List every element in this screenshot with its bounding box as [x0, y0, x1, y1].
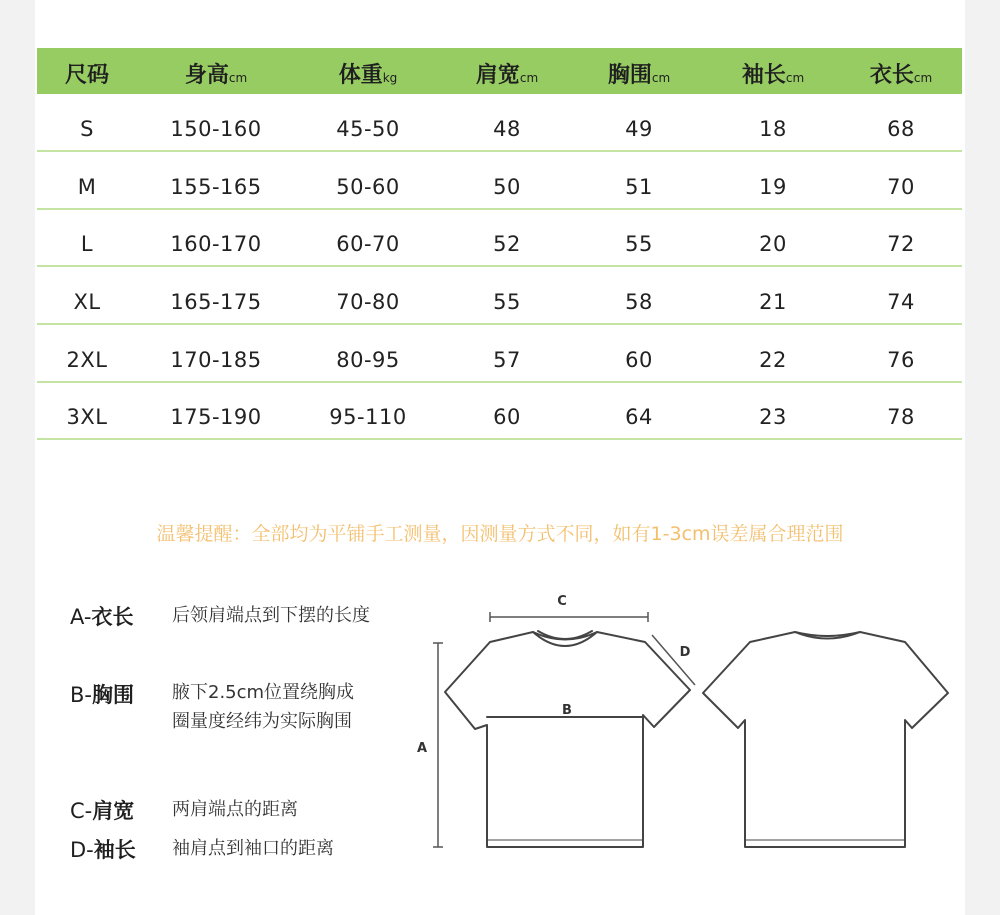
cell-sleeve: 18 — [759, 117, 787, 141]
cell-size: XL — [73, 290, 101, 314]
cell-sleeve: 23 — [759, 405, 787, 429]
cell-shoulder: 50 — [493, 175, 521, 199]
tshirt-back-outline — [703, 632, 948, 847]
cell-height: 160-170 — [170, 232, 262, 256]
legend-desc-a: 后领肩端点到下摆的长度 — [172, 605, 370, 626]
cell-height: 175-190 — [170, 405, 262, 429]
cell-size: 2XL — [66, 348, 108, 372]
cell-shoulder: 60 — [493, 405, 521, 429]
legend-desc-d: 袖肩点到袖口的距离 — [172, 838, 334, 859]
tshirt-front-outline — [445, 631, 690, 847]
cell-sleeve: 20 — [759, 232, 787, 256]
cell-size: L — [80, 232, 94, 256]
cell-length: 72 — [887, 232, 915, 256]
cell-chest: 60 — [625, 348, 653, 372]
cell-chest: 58 — [625, 290, 653, 314]
legend-desc-c: 两肩端点的距离 — [172, 799, 298, 820]
cell-height: 155-165 — [170, 175, 262, 199]
cell-chest: 64 — [625, 405, 653, 429]
cell-shoulder: 52 — [493, 232, 521, 256]
cell-size: M — [77, 175, 97, 199]
cell-height: 170-185 — [170, 348, 262, 372]
cell-length: 76 — [887, 348, 915, 372]
cell-length: 74 — [887, 290, 915, 314]
cell-chest: 55 — [625, 232, 653, 256]
header-sleeve: 袖长cm — [741, 63, 805, 88]
header-shoulder: 肩宽cm — [475, 63, 539, 88]
cell-length: 70 — [887, 175, 915, 199]
cell-weight: 45-50 — [336, 117, 400, 141]
cell-weight: 60-70 — [336, 232, 400, 256]
cell-height: 150-160 — [170, 117, 262, 141]
dimension-d-label: D — [679, 645, 691, 660]
cell-weight: 95-110 — [329, 405, 407, 429]
tshirt-measurement-diagram — [405, 585, 960, 860]
header-chest: 胸围cm — [607, 63, 671, 88]
cell-shoulder: 57 — [493, 348, 521, 372]
cell-size: S — [80, 117, 94, 141]
cell-weight: 80-95 — [336, 348, 400, 372]
row-divider — [37, 208, 962, 210]
legend-key-c: C-肩宽 — [70, 799, 135, 823]
cell-height: 165-175 — [170, 290, 262, 314]
legend-desc-b: 腋下2.5cm位置绕胸成圈量度经纬为实际胸围 — [172, 682, 355, 732]
row-divider — [37, 265, 962, 267]
dimension-c-label: C — [557, 594, 567, 609]
legend-key-b: B-胸围 — [70, 683, 134, 707]
dimension-b-label: B — [562, 703, 572, 718]
cell-sleeve: 21 — [759, 290, 787, 314]
dimension-a-label: A — [416, 741, 428, 756]
legend-key-d: D-袖长 — [70, 838, 136, 862]
cell-weight: 70-80 — [336, 290, 400, 314]
row-divider — [37, 381, 962, 383]
cell-weight: 50-60 — [336, 175, 400, 199]
header-height: 身高cm — [184, 63, 248, 88]
cell-shoulder: 48 — [493, 117, 521, 141]
legend-key-a: A-衣长 — [70, 605, 134, 629]
row-divider — [37, 438, 962, 440]
cell-sleeve: 22 — [759, 348, 787, 372]
cell-chest: 49 — [625, 117, 653, 141]
cell-length: 78 — [887, 405, 915, 429]
row-divider — [37, 150, 962, 152]
header-size: 尺码 — [64, 63, 110, 88]
cell-size: 3XL — [66, 405, 108, 429]
cell-shoulder: 55 — [493, 290, 521, 314]
header-weight: 体重kg — [338, 63, 398, 88]
measurement-notice: 温馨提醒：全部均为平铺手工测量，因测量方式不同，如有1-3cm误差属合理范围 — [156, 523, 844, 545]
cell-sleeve: 19 — [759, 175, 787, 199]
cell-length: 68 — [887, 117, 915, 141]
cell-chest: 51 — [625, 175, 653, 199]
dimension-d-line — [652, 635, 695, 685]
header-length: 衣长cm — [869, 63, 933, 88]
row-divider — [37, 323, 962, 325]
